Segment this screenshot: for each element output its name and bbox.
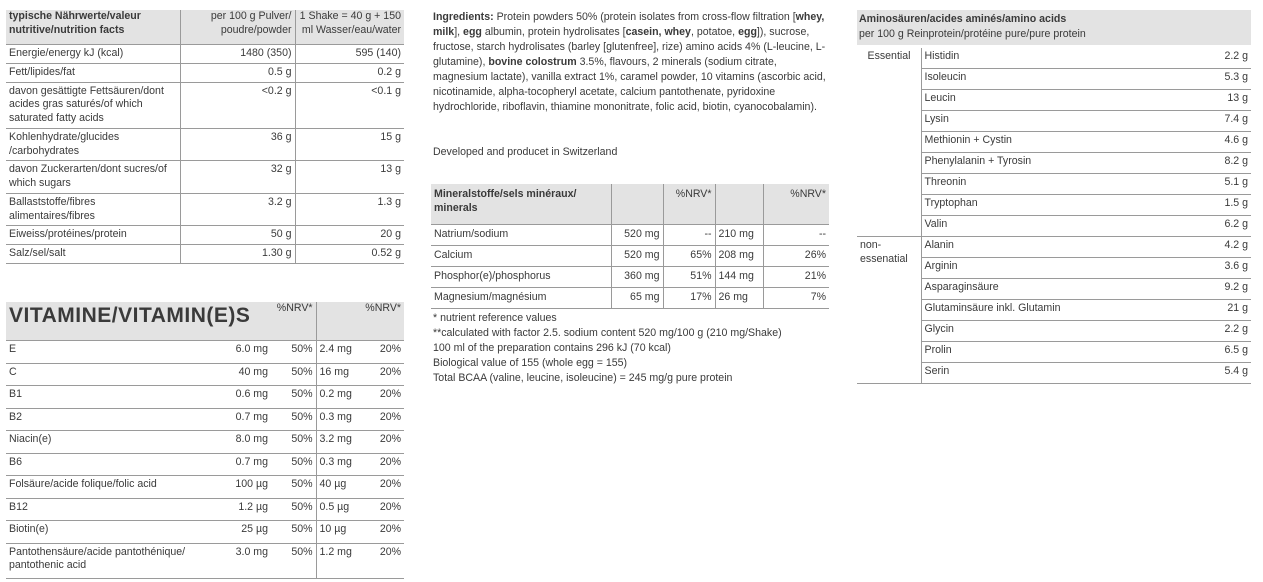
nutrition-row (6, 45, 404, 64)
amino-value: 9.2 g (1131, 279, 1251, 300)
nutrient-name: Fett/lipides/fat (6, 63, 180, 82)
vitamin-name: Niacin(e) (6, 431, 231, 454)
ingredients-text (433, 10, 829, 115)
vitamin-amount-shake: 0.3 mg (316, 408, 359, 431)
amino-name: Alanin (921, 237, 1131, 258)
amino-value: 7.4 g (1131, 111, 1251, 132)
minerals-nrv-header: %NRV* (663, 184, 715, 225)
vitamins-title: VITAMINE/VITAMIN(E)S (6, 302, 271, 341)
origin-note: Developed and producet in Switzerland (433, 146, 618, 158)
vitamin-nrv-100g: 50% (271, 386, 316, 409)
mineral-amount-shake: 26 mg (715, 288, 763, 309)
vitamins-header-row (6, 302, 404, 341)
vitamins-table (6, 302, 404, 579)
vitamin-name: Folsäure/acide folique/folic acid (6, 476, 231, 499)
mineral-amount-100g: 520 mg (611, 225, 663, 246)
nutrient-per100g: 50 g (180, 226, 295, 245)
amino-row (857, 237, 1251, 258)
vitamin-amount-shake: 0.3 mg (316, 453, 359, 476)
mineral-nrv-100g: -- (663, 225, 715, 246)
amino-name: Valin (921, 216, 1131, 237)
allergen: bovine colostrum (488, 56, 577, 69)
allergen: egg (463, 26, 482, 39)
nutrition-row (6, 161, 404, 194)
ingredients-part: 3.5%, flavours, 2 minerals (sodium citrate, magnesium lactate), vanilla extract 1%, caramel powder, 10 vitamins (ascorbic acid, nicotinamide, alpha-tocopheryl acetate, calcium pantothenate, pyridoxine hydrochloride, riboflavin, thiamine mononitrate, folic acid, biotin, cyanocobalamin). (433, 56, 826, 114)
minerals-nrv-header: %NRV* (763, 184, 829, 225)
vitamin-amount-100g: 0.7 mg (231, 453, 271, 476)
amino-name: Methionin + Cystin (921, 132, 1131, 153)
vitamin-amount-100g: 40 mg (231, 363, 271, 386)
amino-row (857, 174, 1251, 195)
vitamin-nrv-100g: 50% (271, 453, 316, 476)
footnote: Total BCAA (valine, leucine, isoleucine) = 245 mg/g pure protein (433, 372, 733, 385)
minerals-header-blank (611, 184, 663, 225)
ingredients-part: albumin, protein hydrolisates [ (481, 26, 626, 39)
nutrition-row (6, 226, 404, 245)
amino-value: 13 g (1131, 90, 1251, 111)
amino-row (857, 90, 1251, 111)
vitamin-nrv-shake: 20% (359, 341, 404, 364)
amino-value: 4.2 g (1131, 237, 1251, 258)
mineral-name: Natrium/sodium (431, 225, 611, 246)
mineral-amount-100g: 65 mg (611, 288, 663, 309)
nutrient-name: Energie/energy kJ (kcal) (6, 45, 180, 64)
vitamin-amount-shake: 40 µg (316, 476, 359, 499)
nutrient-per-shake: 0.52 g (295, 245, 404, 264)
amino-name: Arginin (921, 258, 1131, 279)
nutrient-per-shake: 0.2 g (295, 63, 404, 82)
amino-name: Isoleucin (921, 69, 1131, 90)
amino-category: non-essenatial (860, 239, 908, 265)
allergen: casein, whey (625, 26, 691, 39)
minerals-header-label: Mineralstoffe/sels minéraux/ minerals (431, 184, 611, 225)
vitamin-row (6, 431, 404, 454)
vitamin-row (6, 408, 404, 431)
vitamin-row (6, 453, 404, 476)
nutrition-header-row (6, 10, 404, 45)
vitamin-row (6, 498, 404, 521)
vitamin-name: B12 (6, 498, 231, 521)
vitamin-amount-100g: 3.0 mg (231, 543, 271, 578)
amino-row (857, 195, 1251, 216)
vitamin-row (6, 543, 404, 578)
mineral-amount-shake: 210 mg (715, 225, 763, 246)
vitamin-amount-100g: 1.2 µg (231, 498, 271, 521)
footnotes (433, 311, 831, 386)
vitamin-name: B6 (6, 453, 231, 476)
footnote: * nutrient reference values (433, 312, 557, 324)
amino-value: 2.2 g (1131, 321, 1251, 342)
allergen: egg (738, 26, 757, 39)
nutrient-per-shake: 15 g (295, 128, 404, 161)
amino-value: 4.6 g (1131, 132, 1251, 153)
vitamin-nrv-shake: 20% (359, 543, 404, 578)
vitamin-nrv-100g: 50% (271, 431, 316, 454)
minerals-table (431, 184, 829, 309)
amino-name: Histidin (921, 48, 1131, 69)
nutrient-name: davon Zuckerarten/dont sucres/of which sugars (6, 161, 180, 194)
mineral-name: Calcium (431, 246, 611, 267)
nutrient-per-shake: 1.3 g (295, 193, 404, 226)
vitamin-row (6, 341, 404, 364)
vitamin-amount-shake: 3.2 mg (316, 431, 359, 454)
nutrient-name: Kohlenhydrate/glucides /carbohydrates (6, 128, 180, 161)
footnote: 100 ml of the preparation contains 296 kJ (70 kcal) (433, 342, 671, 355)
amino-row (857, 279, 1251, 300)
mineral-amount-shake: 144 mg (715, 267, 763, 288)
amino-category: Essential (867, 50, 911, 62)
amino-row (857, 300, 1251, 321)
nutrition-row (6, 63, 404, 82)
mineral-nrv-100g: 51% (663, 267, 715, 288)
amino-name: Phenylalanin + Tyrosin (921, 153, 1131, 174)
vitamin-nrv-100g: 50% (271, 543, 316, 578)
ingredients-part: , potatoe, (690, 26, 739, 39)
nutrition-row (6, 82, 404, 128)
ingredients-part: Protein powders 50% (protein isolates from cross-flow filtration [ (493, 11, 796, 23)
vitamin-name: Pantothensäure/acide pantothénique/ pantothenic acid (6, 543, 231, 578)
mineral-nrv-shake: -- (763, 225, 829, 246)
vitamin-nrv-100g: 50% (271, 341, 316, 364)
amino-subtitle: per 100 g Reinprotein/protéine pure/pure protein (859, 28, 1086, 41)
nutrient-name: Ballaststoffe/fibres alimentaires/fibres (6, 193, 180, 226)
vitamin-amount-shake: 10 µg (316, 521, 359, 544)
amino-name: Leucin (921, 90, 1131, 111)
nutrient-per100g: 1480 (350) (180, 45, 295, 64)
ingredients-part: ], (454, 26, 464, 39)
vitamin-amount-shake: 16 mg (316, 363, 359, 386)
vitamin-amount-shake: 1.2 mg (316, 543, 359, 578)
mineral-row (431, 267, 829, 288)
vitamin-amount-100g: 0.7 mg (231, 408, 271, 431)
vitamin-amount-100g: 8.0 mg (231, 431, 271, 454)
vitamin-nrv-100g: 50% (271, 363, 316, 386)
amino-name: Lysin (921, 111, 1131, 132)
vitamin-amount-100g: 0.6 mg (231, 386, 271, 409)
allergen: whey, milk (433, 11, 825, 39)
mineral-nrv-shake: 26% (763, 246, 829, 267)
amino-name: Asparaginsäure (921, 279, 1131, 300)
nutrition-header-label: typische Nährwerte/valeur nutritive/nutrition facts (6, 10, 180, 45)
vitamin-nrv-shake: 20% (359, 476, 404, 499)
nutrient-per100g: <0.2 g (180, 82, 295, 128)
amino-name: Threonin (921, 174, 1131, 195)
mineral-name: Phosphor(e)/phosphorus (431, 267, 611, 288)
amino-value: 1.5 g (1131, 195, 1251, 216)
nutrition-table (6, 10, 404, 264)
vitamin-nrv-shake: 20% (359, 521, 404, 544)
vitamin-nrv-shake: 20% (359, 498, 404, 521)
vitamins-nrv-header: %NRV* (271, 302, 316, 341)
vitamin-amount-shake: 2.4 mg (316, 341, 359, 364)
amino-value: 8.2 g (1131, 153, 1251, 174)
amino-row (857, 321, 1251, 342)
vitamin-row (6, 363, 404, 386)
vitamin-nrv-100g: 50% (271, 521, 316, 544)
footnote: Biological value of 155 (whole egg = 155) (433, 357, 628, 370)
vitamin-name: Biotin(e) (6, 521, 231, 544)
nutrient-per100g: 0.5 g (180, 63, 295, 82)
vitamin-name: C (6, 363, 231, 386)
amino-value: 2.2 g (1131, 48, 1251, 69)
amino-name: Glutaminsäure inkl. Glutamin (921, 300, 1131, 321)
nutrient-per-shake: 20 g (295, 226, 404, 245)
nutrient-per-shake: 13 g (295, 161, 404, 194)
vitamin-amount-100g: 6.0 mg (231, 341, 271, 364)
amino-row (857, 153, 1251, 174)
amino-row (857, 363, 1251, 384)
mineral-amount-100g: 520 mg (611, 246, 663, 267)
amino-header (857, 10, 1251, 45)
amino-row (857, 48, 1251, 69)
mineral-nrv-100g: 65% (663, 246, 715, 267)
mineral-amount-100g: 360 mg (611, 267, 663, 288)
vitamin-name: E (6, 341, 231, 364)
nutrient-name: Eiweiss/protéines/protein (6, 226, 180, 245)
nutrient-per100g: 36 g (180, 128, 295, 161)
amino-value: 6.2 g (1131, 216, 1251, 237)
nutrition-header-per-shake: 1 Shake = 40 g + 150 ml Wasser/eau/water (295, 10, 404, 45)
mineral-nrv-shake: 21% (763, 267, 829, 288)
amino-value: 5.4 g (1131, 363, 1251, 384)
vitamin-nrv-shake: 20% (359, 453, 404, 476)
vitamins-nrv-header: %NRV* (359, 302, 404, 341)
nutrition-row (6, 128, 404, 161)
nutrient-per-shake: 595 (140) (295, 45, 404, 64)
minerals-header-blank (715, 184, 763, 225)
mineral-row (431, 288, 829, 309)
vitamin-nrv-100g: 50% (271, 408, 316, 431)
vitamin-nrv-shake: 20% (359, 386, 404, 409)
nutrient-per-shake: <0.1 g (295, 82, 404, 128)
amino-name: Serin (921, 363, 1131, 384)
nutrition-row (6, 193, 404, 226)
amino-value: 5.3 g (1131, 69, 1251, 90)
vitamin-nrv-shake: 20% (359, 431, 404, 454)
vitamin-nrv-shake: 20% (359, 408, 404, 431)
vitamin-nrv-100g: 50% (271, 476, 316, 499)
amino-value: 6.5 g (1131, 342, 1251, 363)
vitamin-name: B2 (6, 408, 231, 431)
amino-table (857, 48, 1251, 384)
mineral-nrv-100g: 17% (663, 288, 715, 309)
amino-name: Prolin (921, 342, 1131, 363)
vitamin-amount-100g: 25 µg (231, 521, 271, 544)
vitamin-nrv-100g: 50% (271, 498, 316, 521)
amino-row (857, 69, 1251, 90)
amino-row (857, 342, 1251, 363)
ingredients-part: ]), sucrose, fructose, starch hydrolisates (barley [glutenfree], rize) amino acids 4% (L-leucine, L-glutamine), (433, 26, 826, 69)
vitamin-amount-shake: 0.2 mg (316, 386, 359, 409)
vitamin-nrv-shake: 20% (359, 363, 404, 386)
vitamin-amount-shake: 0.5 µg (316, 498, 359, 521)
amino-row (857, 216, 1251, 237)
mineral-name: Magnesium/magnésium (431, 288, 611, 309)
amino-name: Tryptophan (921, 195, 1131, 216)
mineral-amount-shake: 208 mg (715, 246, 763, 267)
amino-row (857, 132, 1251, 153)
nutrient-per100g: 32 g (180, 161, 295, 194)
vitamin-row (6, 386, 404, 409)
mineral-row (431, 225, 829, 246)
amino-value: 3.6 g (1131, 258, 1251, 279)
mineral-row (431, 246, 829, 267)
vitamin-row (6, 521, 404, 544)
nutrition-row (6, 245, 404, 264)
mineral-nrv-shake: 7% (763, 288, 829, 309)
vitamin-name: B1 (6, 386, 231, 409)
amino-row (857, 111, 1251, 132)
amino-value: 21 g (1131, 300, 1251, 321)
nutrition-header-per100g: per 100 g Pulver/ poudre/powder (180, 10, 295, 45)
vitamins-header-blank (316, 302, 359, 341)
amino-value: 5.1 g (1131, 174, 1251, 195)
nutrient-per100g: 3.2 g (180, 193, 295, 226)
amino-title: Aminosäuren/acides aminés/amino acids (859, 13, 1067, 25)
footnote: **calculated with factor 2.5. sodium content 520 mg/100 g (210 mg/Shake) (433, 327, 782, 340)
nutrient-per100g: 1.30 g (180, 245, 295, 264)
amino-name: Glycin (921, 321, 1131, 342)
nutrient-name: davon gesättigte Fettsäuren/dont acides gras saturés/of which saturated fatty acids (6, 82, 180, 128)
nutrient-name: Salz/sel/salt (6, 245, 180, 264)
minerals-header-row (431, 184, 829, 225)
vitamin-row (6, 476, 404, 499)
ingredients-label: Ingredients: (433, 11, 494, 23)
vitamin-amount-100g: 100 µg (231, 476, 271, 499)
